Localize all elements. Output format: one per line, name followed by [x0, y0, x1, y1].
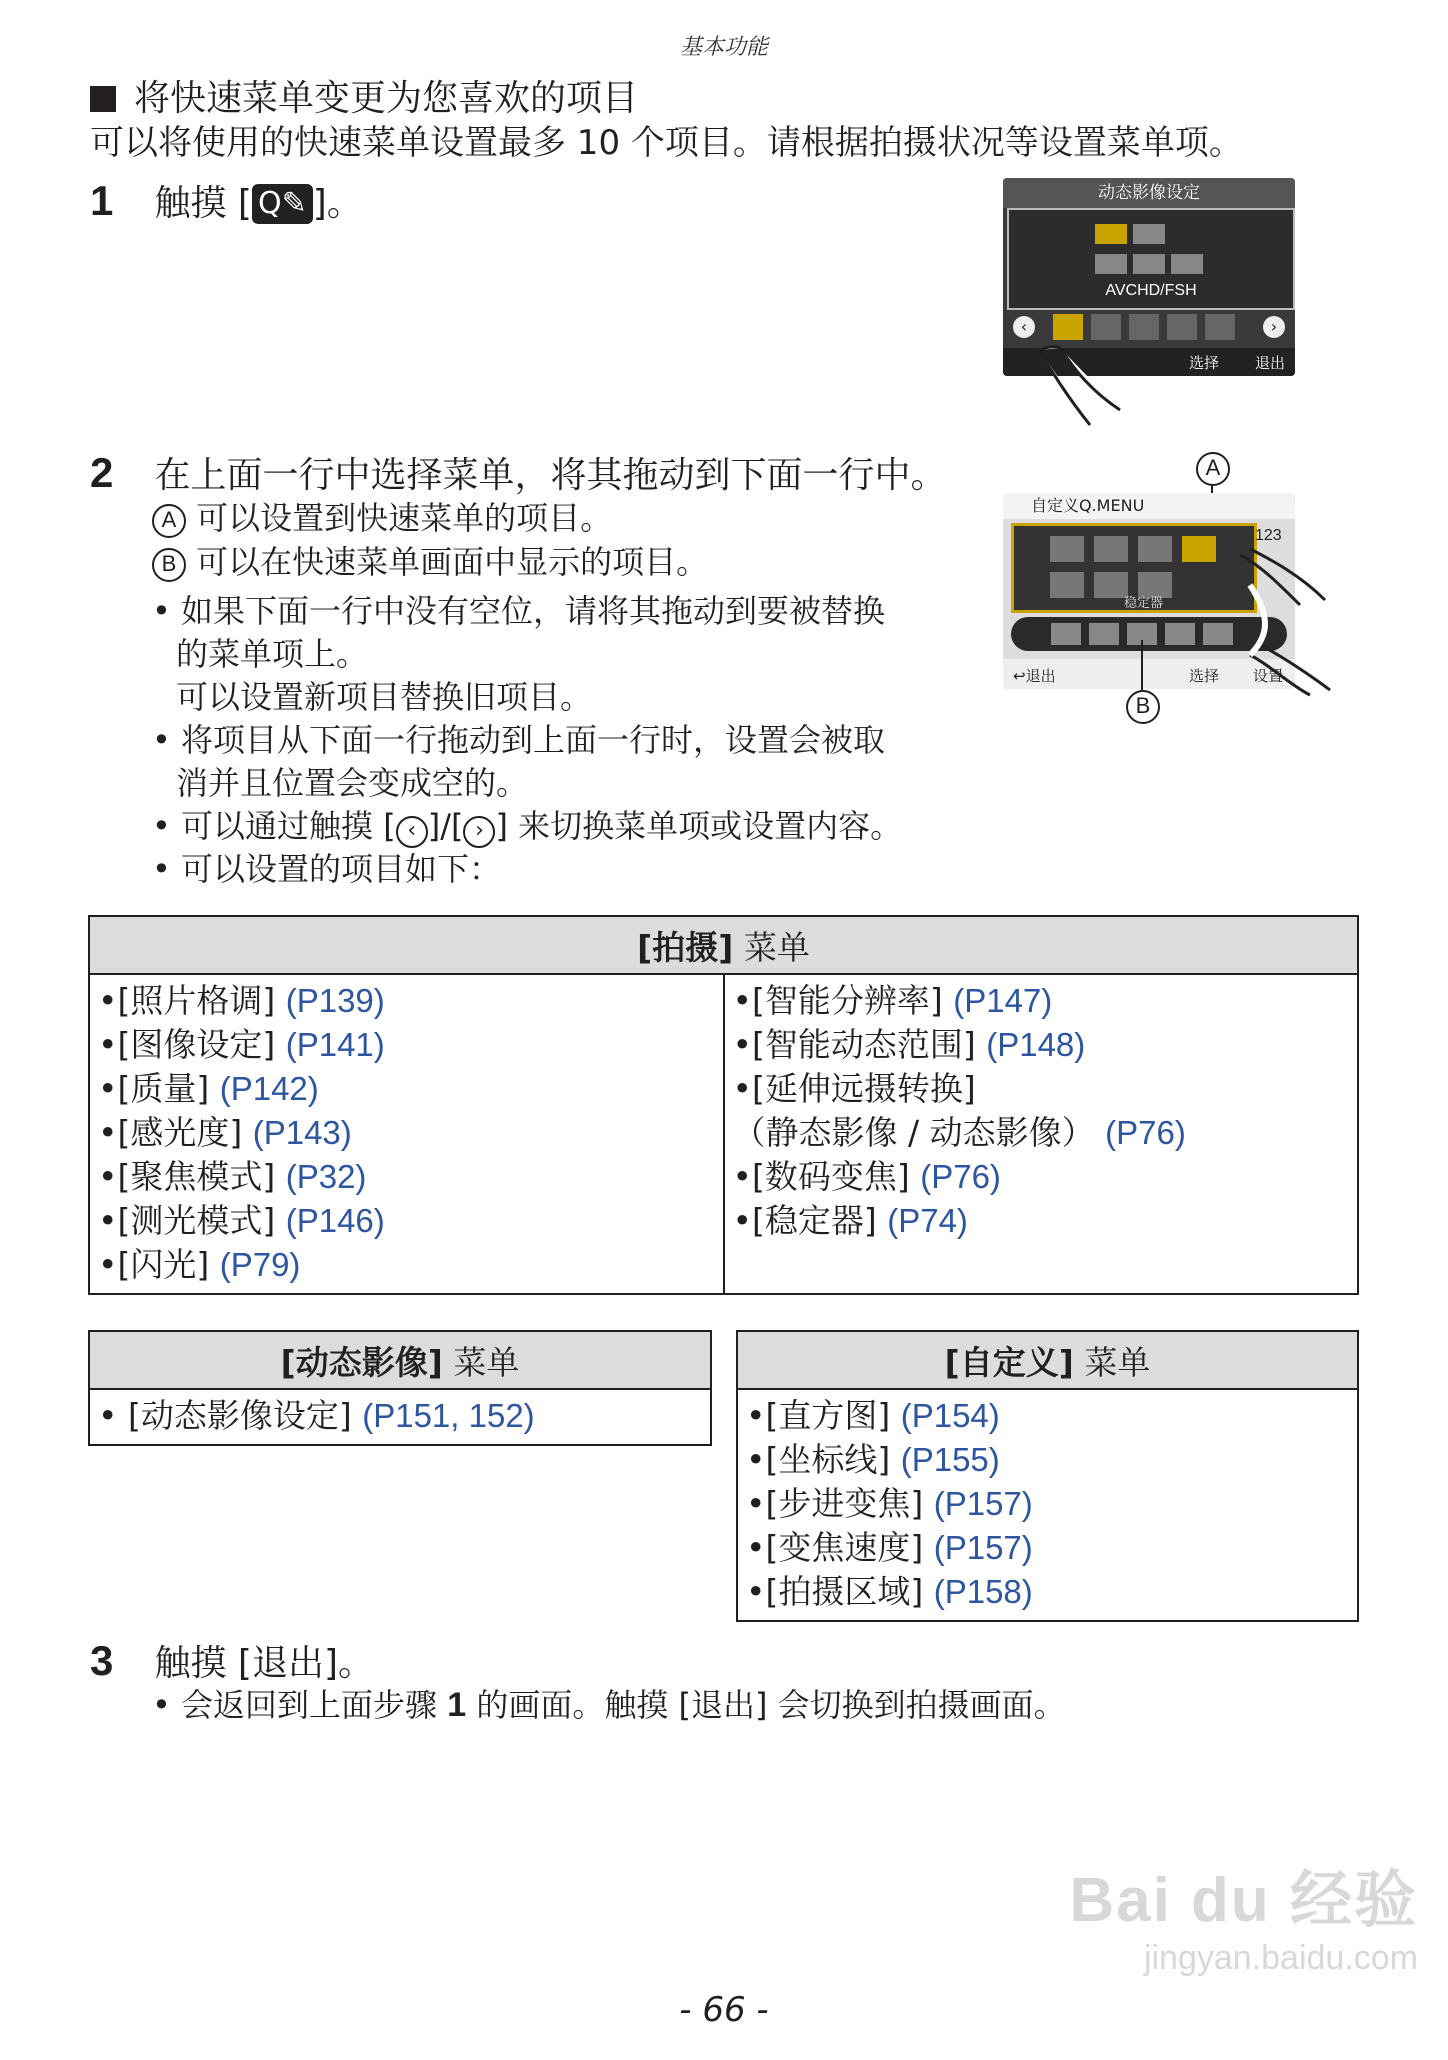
list-item: •[聚焦模式] (P32): [98, 1157, 367, 1196]
page-ref-link[interactable]: (P143): [252, 1114, 352, 1151]
page-ref-link[interactable]: (P146): [285, 1202, 385, 1239]
callout-b-line: [1140, 640, 1144, 690]
format-panel: [1007, 208, 1295, 310]
running-header: 基本功能: [679, 35, 768, 60]
section-intro: 可以将使用的快速菜单设置最多 10 个项目。请根据拍摄状况等设置菜单项。: [90, 123, 1243, 163]
custom-menu-header: [自定义] 菜单: [737, 1331, 1358, 1389]
screen-title: 动态影像设定: [1003, 178, 1295, 208]
quick-menu-icon: Q✎: [252, 184, 313, 224]
legend-a: A 可以设置到快速菜单的项目。: [152, 497, 612, 540]
list-item: （静态影像 / 动态影像） (P76): [732, 1113, 1186, 1152]
callout-b-icon: B: [1126, 690, 1160, 724]
list-item: •[步进变焦] (P157): [746, 1484, 1033, 1523]
step-2: [90, 447, 946, 498]
page-ref-link[interactable]: (P79): [219, 1246, 301, 1283]
drag-hand-icon: [1230, 545, 1340, 705]
list-item: •[智能分辨率] (P147): [732, 981, 1053, 1020]
step-2-notes: [152, 590, 902, 891]
page-ref-link[interactable]: (P158): [933, 1573, 1033, 1610]
format-icon: [1171, 254, 1203, 274]
list-item: •[数码变焦] (P76): [732, 1157, 1001, 1196]
menu-item-icon[interactable]: [1167, 314, 1197, 340]
format-icon: [1095, 254, 1127, 274]
note-line: • 将项目从下面一行拖动到上面一行时，设置会被取: [152, 721, 886, 759]
note-line: 的菜单项上。: [176, 635, 369, 673]
shoot-menu-right-col: [724, 974, 1359, 1294]
list-item: •[照片格调] (P139): [98, 981, 385, 1020]
square-bullet-icon: [90, 86, 116, 112]
callout-a-icon: A: [152, 504, 186, 538]
menu-item-icon[interactable]: [1165, 623, 1195, 645]
shoot-menu-header: [拍摄] 菜单: [89, 916, 1358, 974]
menu-item-icon[interactable]: [1089, 623, 1119, 645]
page-ref-link[interactable]: (P147): [953, 982, 1053, 1019]
page-ref-link[interactable]: (P139): [285, 982, 385, 1019]
legend-b: B 可以在快速菜单画面中显示的项目。: [152, 541, 708, 584]
next-arrow-icon[interactable]: ›: [1263, 316, 1285, 338]
page-ref-link[interactable]: (P142): [219, 1070, 319, 1107]
list-item: • [动态影像设定] (P151, 152): [98, 1396, 535, 1435]
format-icon: [1095, 224, 1127, 244]
select-label: 选择: [1189, 354, 1220, 372]
step-3-note: • 会返回到上面步骤 1 的画面。触摸 [退出] 会切换到拍摄画面。: [152, 1686, 1066, 1724]
list-item: •[质量] (P142): [98, 1069, 319, 1108]
menu-item-icon[interactable]: [1205, 314, 1235, 340]
right-arrow-icon: ›: [463, 816, 495, 848]
menu-item-icon[interactable]: [1138, 536, 1172, 562]
set-label[interactable]: 设置: [1253, 667, 1284, 685]
touch-hand-icon: [1030, 340, 1140, 430]
stabilizer-label: 稳定器: [1124, 596, 1164, 611]
custom-menu-body: [737, 1389, 1358, 1621]
page-ref-link[interactable]: (P76): [920, 1158, 1001, 1195]
left-arrow-icon: ‹: [396, 816, 428, 848]
page-ref-link[interactable]: (P32): [285, 1158, 367, 1195]
screen-title: 自定义Q.MENU: [1003, 493, 1295, 519]
menu-item-icon[interactable]: [1094, 536, 1128, 562]
step-1: [90, 175, 363, 226]
format-label: AVCHD/FSH: [1105, 282, 1197, 299]
page-ref-link[interactable]: (P155): [900, 1441, 1000, 1478]
movie-menu-body: [89, 1389, 711, 1445]
step-3: [90, 1635, 374, 1686]
custom-menu-table: [736, 1330, 1359, 1622]
movie-menu-header: [动态影像] 菜单: [89, 1331, 711, 1389]
available-items-panel: [1011, 523, 1257, 613]
step-3-text: 触摸 [退出]。: [154, 1643, 374, 1684]
exit-label[interactable]: ↩退出: [1013, 667, 1056, 685]
baidu-watermark: Bai du 经验 jingyan.baidu.com: [1069, 1866, 1418, 1977]
movie-menu-table: [88, 1330, 712, 1446]
list-item: •[坐标线] (P155): [746, 1440, 1000, 1479]
page-ref-link[interactable]: (P148): [986, 1026, 1086, 1063]
section-title: 将快速菜单变更为您喜欢的项目: [90, 70, 638, 121]
step-2-text: 在上面一行中选择菜单，将其拖动到下面一行中。: [154, 455, 947, 496]
exit-label[interactable]: 退出: [1255, 354, 1286, 372]
callout-b-icon: B: [152, 548, 186, 582]
list-item: •[直方图] (P154): [746, 1396, 1000, 1435]
list-item: •[闪光] (P79): [98, 1245, 301, 1284]
list-item: •[延伸远摄转换]: [732, 1069, 976, 1108]
menu-item-icon[interactable]: [1182, 536, 1216, 562]
list-item: •[智能动态范围] (P148): [732, 1025, 1086, 1064]
step-number: 2: [90, 449, 114, 496]
step-number: 1: [90, 177, 114, 224]
page-ref-link[interactable]: (P157): [933, 1485, 1033, 1522]
page-number-label: 123: [1255, 527, 1282, 544]
menu-item-icon[interactable]: [1050, 572, 1084, 598]
page-ref-link[interactable]: (P76): [1105, 1114, 1186, 1151]
list-item: •[拍摄区域] (P158): [746, 1572, 1033, 1611]
select-label: 选择: [1189, 667, 1220, 685]
note-line: 消并且位置会变成空的。: [176, 764, 529, 802]
list-item: •[感光度] (P143): [98, 1113, 352, 1152]
menu-item-icon[interactable]: [1203, 623, 1233, 645]
menu-item-icon[interactable]: [1091, 314, 1121, 340]
format-icon: [1133, 254, 1165, 274]
shoot-menu-left-col: [89, 974, 724, 1294]
page-ref-link[interactable]: (P141): [285, 1026, 385, 1063]
menu-item-icon[interactable]: [1129, 314, 1159, 340]
menu-item-icon[interactable]: [1050, 536, 1084, 562]
list-item: •[稳定器] (P74): [732, 1201, 968, 1240]
page-ref-link[interactable]: (P74): [887, 1202, 968, 1239]
menu-item-icon[interactable]: [1053, 314, 1083, 340]
list-item: •[测光模式] (P146): [98, 1201, 385, 1240]
step-1-text: 触摸 [ Q✎ ]。: [154, 183, 363, 224]
note-line: • 可以通过触摸 [ ‹ ]/[ › ] 来切换菜单项或设置内容。: [152, 805, 902, 848]
page-number: - 66 -: [679, 1990, 769, 2030]
shoot-menu-table: [88, 915, 1359, 1295]
menu-item-icon[interactable]: [1094, 572, 1128, 598]
page-ref-link[interactable]: (P151, 152): [362, 1397, 535, 1434]
step-number: 3: [90, 1637, 114, 1684]
list-item: •[图像设定] (P141): [98, 1025, 385, 1064]
page-ref-link[interactable]: (P157): [933, 1529, 1033, 1566]
note-line: • 可以设置的项目如下：: [152, 850, 502, 888]
menu-item-icon[interactable]: [1051, 623, 1081, 645]
prev-arrow-icon[interactable]: ‹: [1013, 316, 1035, 338]
callout-a-icon: A: [1196, 452, 1230, 486]
format-icon: [1133, 224, 1165, 244]
list-item: •[变焦速度] (P157): [746, 1528, 1033, 1567]
note-line: • 如果下面一行中没有空位，请将其拖动到要被替换: [152, 592, 886, 630]
note-line: 可以设置新项目替换旧项目。: [176, 678, 593, 716]
page-ref-link[interactable]: (P154): [900, 1397, 1000, 1434]
